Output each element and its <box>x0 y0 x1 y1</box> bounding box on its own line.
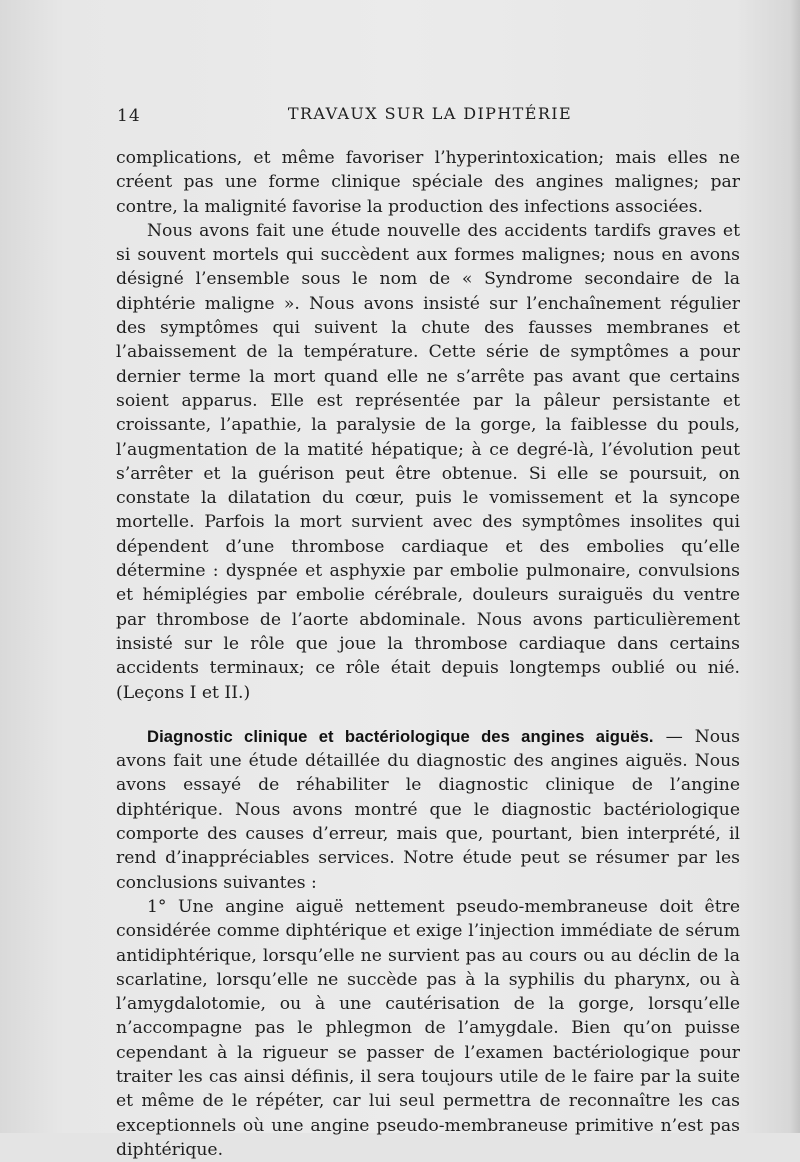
paragraph-diagnostic-section <box>116 725 740 895</box>
running-head <box>110 104 750 128</box>
running-title: TRAVAUX SUR LA DIPHTÉRIE <box>287 104 573 123</box>
page-number: 14 <box>117 106 141 126</box>
paragraph-conclusion-1: 1° Une angine aiguë nettement pseudo-membraneuse doit être considérée comme diphtérique et exige l’injection immédiate de sérum antidiphtérique, lorsqu’elle ne survient pas au cours ou au déclin de la scarlatine, lorsqu’elle ne succède pas à la syphilis du pharynx, ou à l’amygdalotomie, ou à une cautérisation de la gorge, lorsqu’elle n’accompagne pas le phlegmon de l’amygdale. Bien qu’on puisse cependant à la rigueur se passer de l’examen bactériologique pour traiter les cas ainsi définis, il sera toujours utile de le faire par la suite et même de le répéter, car lui seul permettra de reconnaître les cas exceptionnels où une angine pseudo-membraneuse primitive n’est pas diphtérique. <box>116 896 740 1160</box>
page-edge-shadow <box>790 0 800 1133</box>
section-title: Diagnostic clinique et bactériologique des angines aiguës. <box>147 726 654 746</box>
paragraph-continuation: complications, et même favoriser l’hyperintoxication; mais elles ne créent pas une forme clinique spéciale des angines malignes; par contre, la malignité favorise la production des infections associées. <box>116 148 740 217</box>
section-dash: — <box>653 726 695 747</box>
body-text <box>116 146 740 1162</box>
section-intro-text: Nous avons fait une étude détaillée du diagnostic des angines aiguës. Nous avons essayé de réhabiliter le diagnostic clinique de l’angine diphtérique. Nous avons montré que le diagnostic bactériologique comporte des causes d’erreur, mais que, pourtant, bien interprété, il rend d’inappréciables services. Notre étude peut se résumer par les conclusions suivantes : <box>116 726 740 893</box>
paragraph-late-accidents: Nous avons fait une étude nouvelle des accidents tardifs graves et si souvent mortels qui succèdent aux formes malignes; nous en avons désigné l’ensemble sous le nom de « Syndrome secondaire de la diphtérie maligne ». Nous avons insisté sur l’enchaînement régulier des symptômes qui suivent la chute des fausses membranes et l’abaissement de la température. Cette série de symptômes a pour dernier terme la mort quand elle ne s’arrête pas avant que certains soient apparus. Elle est représentée par la pâleur persistante et croissante, l’apathie, la paralysie de la gorge, la faiblesse du pouls, l’augmentation de la matité hépatique; à ce degré-là, l’évolution peut s’arrêter et la guérison peut être obtenue. Si elle se poursuit, on constate la dilatation du cœur, puis le vomissement et la syncope mortelle. Parfois la mort survient avec des symptômes insolites qui dépendent d’une thrombose cardiaque et des embolies qu’elle détermine : dyspnée et asphyxie par embolie pulmonaire, convulsions et hémiplégies par embolie cérébrale, douleurs suraiguës du ventre par thrombose de l’aorte abdominale. Nous avons particulièrement insisté sur le rôle que joue la thrombose cardiaque dans certains accidents terminaux; ce rôle était depuis longtemps oublié ou nié. (Leçons I et II.) <box>116 220 740 703</box>
